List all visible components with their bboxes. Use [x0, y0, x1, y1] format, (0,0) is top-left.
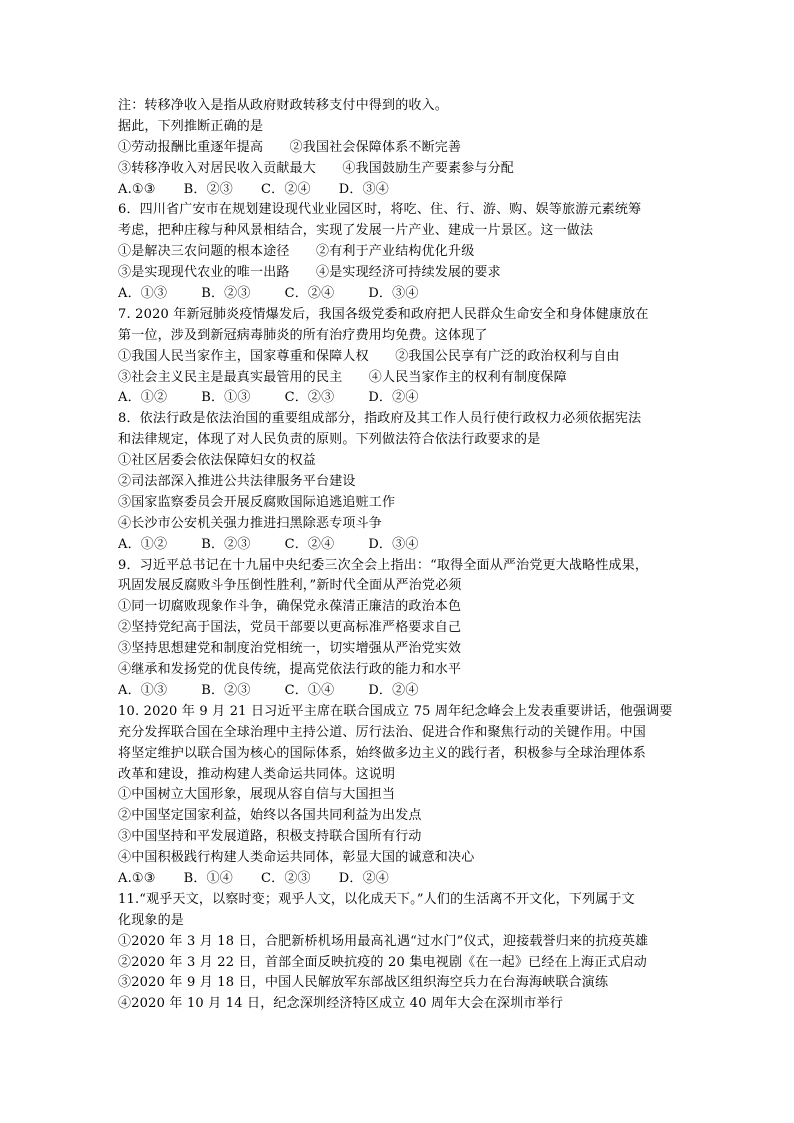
option-c: C．②④	[284, 536, 335, 552]
option-d: D．②④	[368, 682, 419, 698]
option-c: C．②③	[261, 870, 311, 886]
question-stem: 考虑，把种庄稼与种风景相结合，实现了发展一片产业、建成一片景区。这一做法	[118, 223, 594, 239]
statement-line: ④长沙市公安机关强力推进扫黑除恶专项斗争	[118, 515, 383, 531]
answer-options	[118, 535, 678, 556]
statement-line: ①是解决三农问题的根本途径 ②有利于产业结构优化升级	[118, 244, 475, 260]
option-d: D．②④	[338, 870, 389, 886]
question-stem: 改革和建设，推动构建人类命运共同体。这说明	[118, 766, 396, 782]
statement-line: ④2020 年 10 月 14 日，纪念深圳经济特区成立 40 周年大会在深圳市举行	[118, 996, 564, 1012]
question-stem: 第一位，涉及到新冠病毒肺炎的所有治疗费用均免费。这体现了	[118, 327, 488, 343]
option-b: B．②③	[201, 536, 251, 552]
question-8	[118, 409, 678, 555]
option-d: D．③④	[368, 536, 419, 552]
statement-line: ④继承和发扬党的优良传统，提高党依法行政的能力和水平	[118, 662, 462, 678]
question-stem: 化现象的是	[118, 912, 185, 928]
statement-line: ③是实现现代农业的唯一出路 ④是实现经济可持续发展的要求	[118, 265, 501, 281]
option-a: A.①③	[118, 870, 156, 886]
answer-options	[118, 180, 678, 201]
option-c: C．②④	[284, 286, 335, 302]
question-stem: 7. 2020 年新冠肺炎疫情爆发后，我国各级党委和政府把人民群众生命安全和身体健康放在	[118, 306, 649, 322]
option-d: D．③④	[338, 181, 389, 197]
statement-line: ①2020 年 3 月 18 日，合肥新桥机场用最高礼遇“过水门”仪式，迎接载誉归来的抗疫英雄	[118, 933, 649, 949]
question-stem: 6．四川省广安市在规划建设现代业业园区时，将吃、住、行、游、购、娱等旅游元素统筹	[118, 202, 642, 218]
option-b: B．②③	[201, 286, 251, 302]
option-a: A.①③	[118, 181, 156, 197]
question-stem: 和法律规定，体现了对人民负责的原则。下列做法符合依法行政要求的是	[118, 432, 541, 448]
statement-line: ②坚持党纪高于国法，党员干部要以更高标准严格要求自己	[118, 620, 462, 636]
statement-line: ①同一切腐败现象作斗争，确保党永葆清正廉洁的政治本色	[118, 599, 462, 615]
answer-options	[118, 869, 678, 890]
option-d: D．②④	[368, 390, 419, 406]
statement-line: ③转移净收入对居民收入贡献最大 ④我国鼓励生产要素参与分配	[118, 160, 515, 176]
option-a: A．①②	[118, 536, 168, 552]
statement-line: ③国家监察委员会开展反腐败国际追逃追赃工作	[118, 494, 396, 510]
statement-line: ③2020 年 9 月 18 日，中国人民解放军东部战区组织海空兵力在台海海峡联合演练	[118, 975, 609, 991]
statement-line: ③社会主义民主是最真实最管用的民主 ④人民当家作主的权利有制度保障	[118, 369, 567, 385]
option-b: B．②③	[183, 181, 233, 197]
statement-line: ④中国积极践行构建人类命运共同体，彰显大国的诚意和决心	[118, 850, 475, 866]
answer-options	[118, 681, 678, 702]
question-prompt: 据此，下列推断正确的是	[118, 118, 264, 134]
option-c: C．②③	[284, 390, 335, 406]
question-stem: 将坚定维护以联合国为核心的国际体系，始终做多边主义的践行者，积极参与全球治理体系	[118, 745, 647, 761]
statement-line: ①劳动报酬比重逐年提高 ②我国社会保障体系不断完善	[118, 139, 462, 155]
option-a: A．①③	[118, 286, 168, 302]
question-6	[118, 200, 678, 304]
option-d: D．③④	[368, 286, 419, 302]
question-stem: 10. 2020 年 9 月 21 日习近平主席在联合国成立 75 周年纪念峰会上发表重要讲话，他强调要	[118, 703, 673, 719]
statement-line: ②中国坚定国家利益，始终以各国共同利益为出发点	[118, 808, 422, 824]
statement-line: ①我国人民当家作主，国家尊重和保障人权 ②我国公民享有广泛的政治权利与自由	[118, 348, 620, 364]
statement-line: ②2020 年 3 月 22 日，首部全面反映抗疫的 20 集电视剧《在一起》已经在上海正式启动	[118, 954, 647, 970]
question-stem: 9．习近平总书记在十九届中央纪委三次全会上指出：“取得全面从严治党更大战略性成果，	[118, 557, 649, 573]
option-b: B．①③	[201, 390, 251, 406]
option-b: B．②③	[201, 682, 251, 698]
question-9	[118, 556, 678, 702]
option-a: A．①②	[118, 390, 168, 406]
question-stem: 巩固发展反腐败斗争压倒性胜利，”新时代全面从严治党必须	[118, 578, 462, 594]
statement-line: ①中国树立大国形象，展现从容自信与大国担当	[118, 787, 396, 803]
statement-line: ③坚持思想建党和制度治党相统一，切实增强从严治党实效	[118, 641, 462, 657]
option-b: B．①④	[183, 870, 233, 886]
question-7	[118, 305, 678, 409]
note-text: 注：转移净收入是指从政府财政转移支付中得到的收入。	[118, 98, 449, 113]
question-stem: 8．依法行政是依法治国的重要组成部分，指政府及其工作人员行使行政权力必须依据宪法	[118, 411, 642, 427]
option-c: C．②④	[261, 181, 311, 197]
answer-options	[118, 284, 678, 305]
statement-line: ①社区居委会依法保障妇女的权益	[118, 453, 317, 469]
option-c: C．①④	[284, 682, 335, 698]
answer-options	[118, 388, 678, 409]
statement-line: ②司法部深入推进公共法律服务平台建设	[118, 474, 356, 490]
exam-page	[118, 96, 678, 1015]
question-stem: 11.“观乎天文，以察时变；观乎人文，以化成天下。”人们的生活离不开文化，下列属于文	[118, 891, 635, 907]
statement-line: ③中国坚持和平发展道路，积极支持联合国所有行动	[118, 829, 422, 845]
question-stem: 充分发挥联合国在全球治理中主持公道、厉行法治、促进合作和聚焦行动的关键作用。中国	[118, 724, 647, 740]
question-10	[118, 702, 678, 890]
question-11	[118, 890, 678, 1015]
option-a: A．①③	[118, 682, 168, 698]
